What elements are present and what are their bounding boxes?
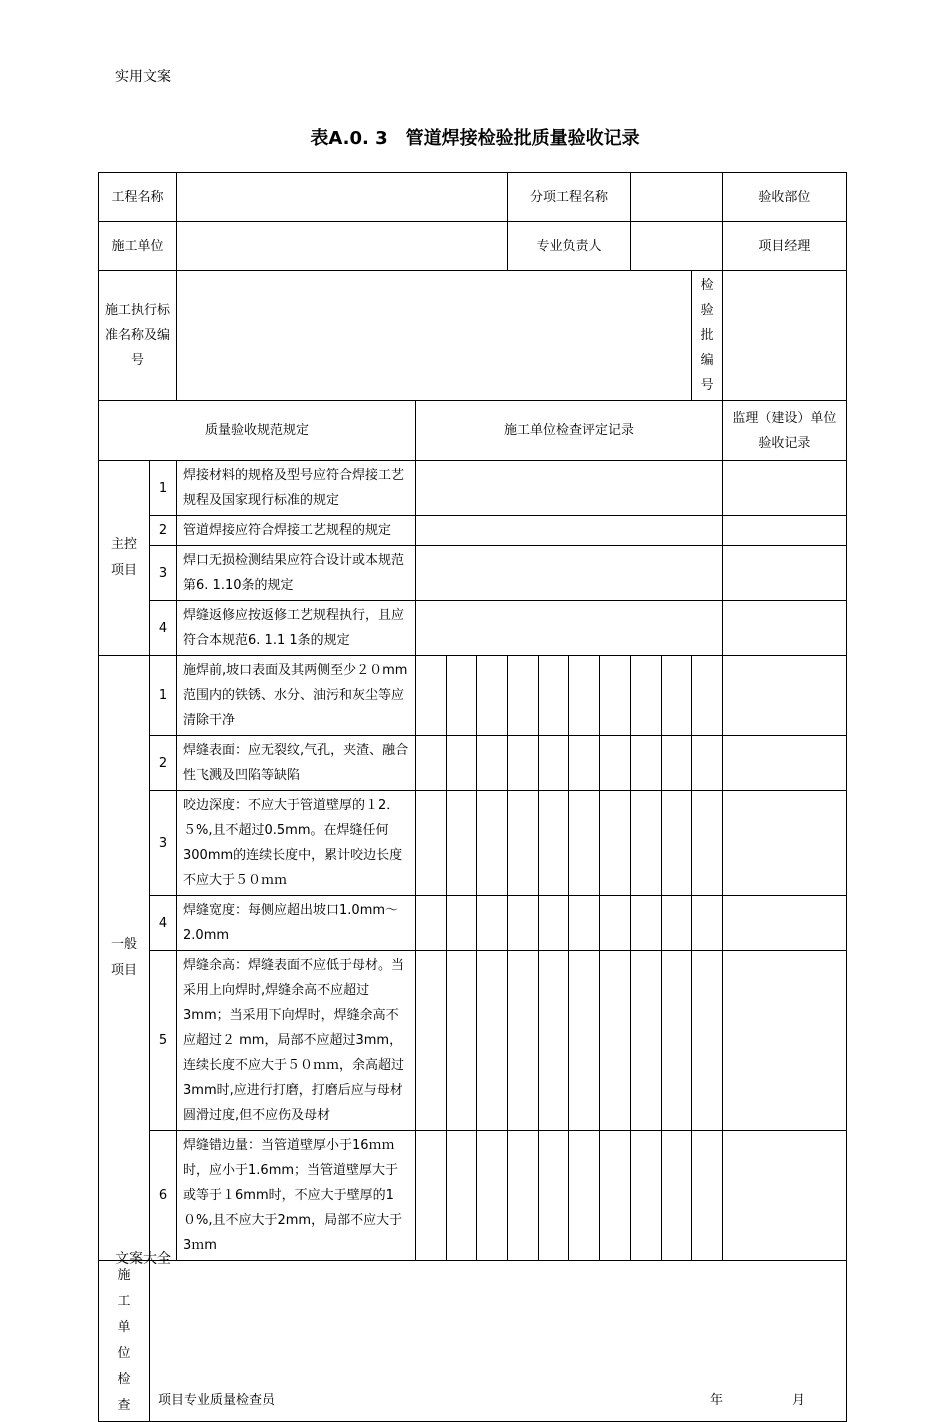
supervision-cell[interactable]	[722, 461, 846, 516]
construction-check-area[interactable]	[150, 1261, 847, 1422]
page-header: 实用文案	[115, 69, 171, 85]
professional-lead-label: 专业负责人	[508, 222, 631, 271]
project-name-value[interactable]	[177, 173, 508, 222]
acceptance-record-table	[98, 172, 847, 1422]
record-cell[interactable]	[508, 656, 539, 736]
general-items-label: 一般项目	[99, 656, 150, 1261]
record-cell[interactable]	[416, 1131, 447, 1261]
record-cell[interactable]	[569, 736, 600, 791]
spec-column-header: 质量验收规范规定	[99, 401, 416, 461]
record-cell[interactable]	[661, 1131, 692, 1261]
supervision-cell[interactable]	[722, 601, 846, 656]
record-cell[interactable]	[416, 951, 447, 1131]
record-cell[interactable]	[661, 896, 692, 951]
acceptance-part-label: 验收部位	[722, 173, 846, 222]
record-cell[interactable]	[508, 736, 539, 791]
record-cell[interactable]	[416, 656, 447, 736]
record-cell[interactable]	[446, 896, 477, 951]
item-number: 4	[150, 896, 177, 951]
item-requirement: 焊缝宽度：每侧应超出坡口1.0mm～2.0mm	[177, 896, 416, 951]
record-cell[interactable]	[538, 791, 569, 896]
construction-unit-value[interactable]	[177, 222, 508, 271]
professional-lead-value[interactable]	[630, 222, 722, 271]
record-cell[interactable]	[538, 896, 569, 951]
item-number: 1	[150, 656, 177, 736]
item-requirement: 焊缝余高：焊缝表面不应低于母材。当采用上向焊时,焊缝余高不应超过3mm；当采用下向焊时，焊缝余高不应超过２ mm，局部不应超过3mm，连续长度不应大于５０ｍｍ，余高超过3mm时,应进行打磨，打磨后应与母材圆滑过度,但不应伤及母材	[177, 951, 416, 1131]
item-number: 4	[150, 601, 177, 656]
item-number: 2	[150, 516, 177, 546]
item-requirement: 施焊前,坡口表面及其两侧至少２０mm范围内的铁锈、水分、油污和灰尘等应清除干净	[177, 656, 416, 736]
supervision-cell[interactable]	[722, 1131, 846, 1261]
record-cell[interactable]	[477, 656, 508, 736]
record-cell[interactable]	[630, 951, 661, 1131]
item-requirement: 管道焊接应符合焊接工艺规程的规定	[177, 516, 416, 546]
item-requirement: 焊缝错边量：当管道壁厚小于16ｍｍ时，应小于1.6mm；当管道壁厚大于或等于１6mm时，不应大于壁厚的1０%,且不应大于2mm，局部不应大于3ｍm	[177, 1131, 416, 1261]
record-cell[interactable]	[538, 951, 569, 1131]
supervision-cell[interactable]	[722, 656, 846, 736]
record-cell[interactable]	[600, 951, 631, 1131]
inspector-label: 项目专业质量检查员	[158, 1393, 276, 1408]
record-cell[interactable]	[538, 656, 569, 736]
record-cell[interactable]	[569, 951, 600, 1131]
record-cell[interactable]	[446, 951, 477, 1131]
record-cell[interactable]	[661, 951, 692, 1131]
standard-name-value[interactable]	[177, 271, 692, 401]
record-cell[interactable]	[416, 546, 723, 601]
month-label: 月	[792, 1393, 806, 1408]
record-cell[interactable]	[569, 1131, 600, 1261]
item-requirement: 咬边深度：不应大于管道壁厚的１2．５%,且不超过0.5mm。在焊缝任何300mm的连续长度中，累计咬边长度不应大于５０ｍｍ	[177, 791, 416, 896]
sub-project-name-label: 分项工程名称	[508, 173, 631, 222]
record-cell[interactable]	[661, 656, 692, 736]
item-number: 3	[150, 546, 177, 601]
record-cell[interactable]	[692, 1131, 723, 1261]
record-cell[interactable]	[692, 951, 723, 1131]
page-footer: 文案大全	[115, 1251, 171, 1267]
record-cell[interactable]	[416, 461, 723, 516]
project-name-label: 工程名称	[99, 173, 177, 222]
record-cell[interactable]	[538, 1131, 569, 1261]
record-cell[interactable]	[630, 896, 661, 951]
item-number: 2	[150, 736, 177, 791]
item-number: 3	[150, 791, 177, 896]
record-cell[interactable]	[692, 896, 723, 951]
supervision-cell[interactable]	[722, 546, 846, 601]
record-cell[interactable]	[630, 791, 661, 896]
record-cell[interactable]	[661, 736, 692, 791]
record-cell[interactable]	[569, 896, 600, 951]
record-cell[interactable]	[600, 736, 631, 791]
record-cell[interactable]	[692, 656, 723, 736]
record-cell[interactable]	[416, 516, 723, 546]
record-cell[interactable]	[477, 896, 508, 951]
record-cell[interactable]	[477, 1131, 508, 1261]
project-manager-label: 项目经理	[722, 222, 846, 271]
record-cell[interactable]	[446, 1131, 477, 1261]
item-requirement: 焊接材料的规格及型号应符合焊接工艺规程及国家现行标准的规定	[177, 461, 416, 516]
record-cell[interactable]	[630, 656, 661, 736]
record-cell[interactable]	[569, 791, 600, 896]
supervision-cell[interactable]	[722, 896, 846, 951]
record-cell[interactable]	[661, 791, 692, 896]
main-items-label: 主控项目	[99, 461, 150, 656]
record-cell[interactable]	[508, 1131, 539, 1261]
record-cell[interactable]	[477, 736, 508, 791]
record-cell[interactable]	[569, 656, 600, 736]
supervision-cell[interactable]	[722, 516, 846, 546]
item-number: 6	[150, 1131, 177, 1261]
record-cell[interactable]	[446, 791, 477, 896]
record-cell[interactable]	[508, 951, 539, 1131]
sub-project-name-value[interactable]	[630, 173, 722, 222]
batch-no-label: 检验批编号	[692, 271, 723, 401]
document-title: 表A.0. 3 管道焊接检验批质量验收记录	[310, 128, 640, 149]
record-cell[interactable]	[477, 791, 508, 896]
construction-check-label: 施工单位检查	[99, 1261, 150, 1422]
item-requirement: 焊口无损检测结果应符合设计或本规范第6. 1.10条的规定	[177, 546, 416, 601]
record-cell[interactable]	[508, 896, 539, 951]
construction-unit-label: 施工单位	[99, 222, 177, 271]
record-cell[interactable]	[416, 791, 447, 896]
supervision-cell[interactable]	[722, 791, 846, 896]
standard-name-label: 施工执行标准名称及编号	[99, 271, 177, 401]
record-cell[interactable]	[692, 736, 723, 791]
record-cell[interactable]	[446, 656, 477, 736]
record-cell[interactable]	[446, 736, 477, 791]
record-cell[interactable]	[538, 736, 569, 791]
record-cell[interactable]	[600, 656, 631, 736]
record-cell[interactable]	[416, 601, 723, 656]
item-requirement: 焊缝返修应按返修工艺规程执行，且应符合本规范6. 1.1 1条的规定	[177, 601, 416, 656]
item-requirement: 焊缝表面：应无裂纹,气孔，夹渣、融合性飞溅及凹陷等缺陷	[177, 736, 416, 791]
record-cell[interactable]	[600, 1131, 631, 1261]
record-column-header: 施工单位检查评定记录	[416, 401, 723, 461]
supervision-cell[interactable]	[722, 951, 846, 1131]
record-cell[interactable]	[416, 896, 447, 951]
record-cell[interactable]	[416, 736, 447, 791]
record-cell[interactable]	[477, 951, 508, 1131]
batch-no-value[interactable]	[722, 271, 846, 401]
record-cell[interactable]	[508, 791, 539, 896]
record-cell[interactable]	[692, 791, 723, 896]
record-cell[interactable]	[600, 896, 631, 951]
record-cell[interactable]	[600, 791, 631, 896]
record-cell[interactable]	[630, 736, 661, 791]
year-label: 年	[710, 1393, 724, 1408]
item-number: 5	[150, 951, 177, 1131]
record-cell[interactable]	[630, 1131, 661, 1261]
supervision-cell[interactable]	[722, 736, 846, 791]
supervision-column-header: 监理（建设）单位验收记录	[722, 401, 846, 461]
item-number: 1	[150, 461, 177, 516]
